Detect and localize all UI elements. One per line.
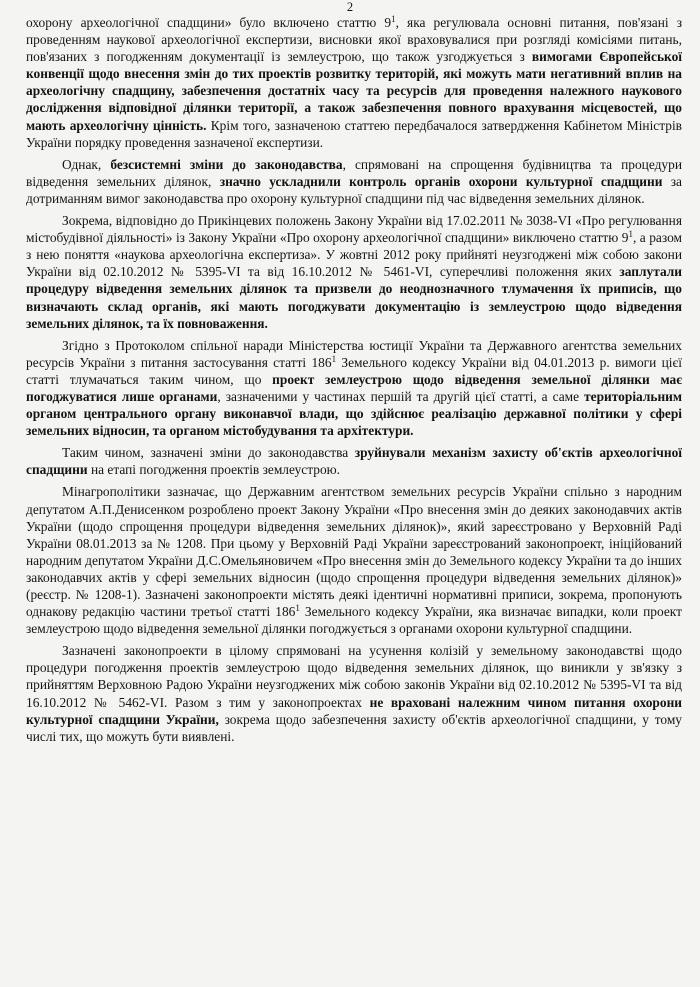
text-run: Мінагрополітики зазначає, що Державним агентством земельних ресурсів України спільно з народним депутатом А.П.Денисенком розроблено проект Закону України «Про внесення змін до деяких законодавчих актів України (щодо спрощення процедури відведення земельних ділянок)», який зареєстровано у Верховній Раді України 08.01.2013 за № 1208. При цьому у Верховній Раді України зареєстрований законопроект, ініційований народним депутатом України Д.С.Омельяновичем «Про внесення змін до Земельного кодексу України та до інших законодавчих актів у сфері земельних відносин (щодо спрощення процедури відведення земельних ділянок)» (реєстр. № 1208-1). Зазначені законопроекти містять деякі ідентичні нормативні приписи, зокрема, пропонують однакову редакцію частини третьої статті 186: [26, 484, 682, 620]
text-run: Земельного кодексу України, яка визначає випадки, коли проект землеустрою щодо відведення земельної ділянки погоджується з органами охорони культурної спадщини.: [26, 604, 682, 637]
text-run: на етапі погодження проектів землеустрою.: [87, 462, 340, 478]
superscript: 1: [391, 14, 396, 24]
text-run: Крім того, зазначеною статтею передбачалося затвердження Кабінетом Міністрів України порядку проведення зазначеної експертизи.: [26, 117, 683, 150]
text-run: зокрема щодо забезпечення захисту об'єктів археологічної спадщини, у тому числі тих, що можуть бути виявлені.: [26, 711, 682, 744]
text-run: Земельного кодексу України від 04.01.2013 р. вимоги цієї статті тлумачаться таким чином, що: [26, 354, 682, 387]
bold-text: територіальним органом центрального органу виконавчої влади, що здійснює реалізацію державної політики у сфері земельних відносин, та органом містобудування та архітектури.: [26, 388, 682, 439]
bold-text: значно ускладнили контроль органів охорони культурної спадщини: [219, 173, 663, 189]
superscript: 1: [295, 603, 300, 614]
paragraph: [26, 483, 682, 637]
page-number: 2: [346, 0, 354, 14]
text-run: , спрямовані на спрощення будівництва та процедури відведення земельних ділянок,: [26, 156, 682, 189]
document-body: [26, 14, 682, 745]
bold-text: заплутали процедуру відведення земельних ділянок та призвели до неоднозначного тлумачення їх приписів, що визначають склад органів, які мають погоджувати документацію із землеустрою щодо відведення земельних ділянок, та їх повноваження.: [26, 264, 682, 331]
paragraph: [26, 212, 682, 332]
text-run: Однак,: [62, 156, 111, 172]
superscript: 1: [628, 229, 633, 240]
bold-text: зруйнували механізм захисту об'єктів археологічної спадщини: [26, 445, 682, 478]
bold-text: не враховані належним чином питання охорони культурної спадщини України,: [26, 694, 682, 727]
text-run: , а разом з нею поняття «наукова археологічна експертиза». У жовтні 2012 року прийняті неузгоджені між собою закони України від 02.10.2012 № 5395-VI та від 16.10.2012 № 5461-VI, суперечливі положення яких: [26, 230, 682, 280]
text-run: , яка регулювала основні питання, пов'язані з проведенням наукової археологічної експертизи, висновки якої враховувалися при розгляді комісіями питань, пов'язаних з погодженням документації із землеустрою, що також узгоджується з: [26, 15, 683, 65]
paragraph: [26, 14, 682, 151]
text-run: Таким чином, зазначені зміни до законодавства: [62, 445, 355, 461]
text-run: за дотриманням вимог законодавства про охорону культурної спадщини під час відведення земельних ділянок.: [26, 173, 682, 206]
bold-text: безсистемні зміни до законодавства: [110, 156, 343, 172]
text-run: Згідно з Протоколом спільної наради Міністерства юстиції України та Державного агентства земельних ресурсів України з питання застосування статті 186: [26, 337, 682, 370]
superscript: 1: [331, 353, 337, 364]
bold-text: вимогами Європейської конвенції щодо внесення змін до тих проектів розвитку територій, які можуть мати негативний вплив на археологічну спадщину, забезпечення достатніх часу та ресурсів для проведення належного наукового дослідження відповідної ділянки території, а також забезпечення повного врахування місцевостей, що мають археологічну цінність.: [26, 49, 682, 133]
paragraph: [26, 156, 682, 207]
text-run: охорону археологічної спадщини» було включено статтю 9: [26, 15, 392, 30]
text-run: , зазначеними у частинах першій та другій цієї статті, а саме: [217, 388, 585, 404]
paragraph: [26, 642, 682, 745]
paragraph: [26, 337, 682, 440]
text-run: Зазначені законопроекти в цілому спрямовані на усунення колізій у земельному законодавстві щодо процедури погодження проектів землеустрою щодо відведення земельних ділянок, що виникли у зв'язку з прийняттям Верховною Радою України неузгоджених між собою законів України від 02.10.2012 № 5395-VI та від 16.10.2012 № 5462-VI. Разом з тим у законопроектах: [26, 643, 682, 710]
paragraph: [26, 444, 682, 478]
bold-text: проект землеустрою щодо відведення земельної ділянки має погоджуватися лише органами: [26, 371, 683, 404]
text-run: Зокрема, відповідно до Прикінцевих положень Закону України від 17.02.2011 № 3038-VI «Про регулювання містобудівної діяльності» із Закону України «Про охорону археологічної спадщини» виключено статтю 9: [26, 213, 682, 246]
